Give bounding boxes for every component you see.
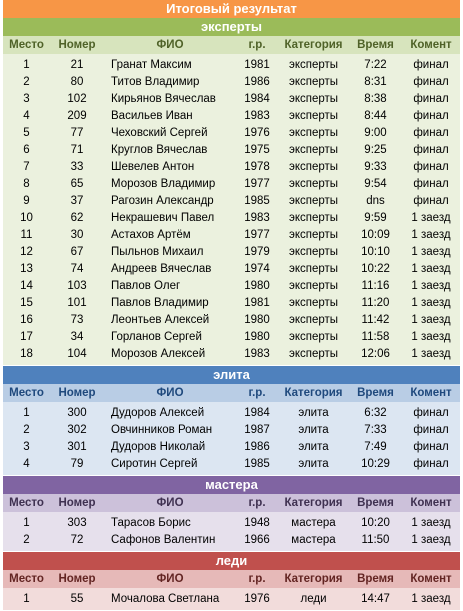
cell-place: 5 <box>23 127 30 139</box>
cell-time: dns <box>366 195 385 207</box>
cell-category: эксперты <box>288 263 339 275</box>
table-row <box>3 57 460 74</box>
header-name: ФИО <box>156 39 184 51</box>
header-place: Место <box>9 39 44 51</box>
section-title: мастера <box>3 476 460 494</box>
cell-place: 18 <box>20 348 33 360</box>
cell-birth-year: 1976 <box>244 593 270 605</box>
cell-time: 7:22 <box>364 59 387 71</box>
header-name: ФИО <box>156 497 184 509</box>
cell-comment: финал <box>413 110 449 122</box>
table-row <box>3 422 460 439</box>
cell-name: Кирьянов Вячеслав <box>111 93 216 105</box>
cell-category: леди <box>300 593 327 605</box>
header-birth-year: г.р. <box>248 573 266 585</box>
cell-place: 7 <box>23 161 30 173</box>
table-body <box>3 588 460 610</box>
cell-birth-year: 1980 <box>244 331 270 343</box>
header-number: Номер <box>58 497 96 509</box>
cell-comment: 1 заезд <box>411 534 451 546</box>
cell-place: 9 <box>23 195 30 207</box>
table-row <box>3 278 460 295</box>
cell-name: Павлов Владимир <box>111 297 209 309</box>
cell-comment: финал <box>413 144 449 156</box>
cell-place: 12 <box>20 246 33 258</box>
cell-birth-year: 1983 <box>244 348 270 360</box>
header-comment: Комент <box>410 497 452 509</box>
header-category: Категория <box>284 573 343 585</box>
cell-name: Дудоров Алексей <box>111 407 205 419</box>
table-body <box>3 512 460 551</box>
cell-number: 34 <box>70 331 84 343</box>
cell-time: 10:10 <box>361 246 390 258</box>
table-row <box>3 91 460 108</box>
cell-birth-year: 1983 <box>244 212 270 224</box>
cell-number: 65 <box>70 178 84 190</box>
header-number: Номер <box>58 573 96 585</box>
cell-place: 4 <box>23 458 30 470</box>
cell-number: 74 <box>70 263 84 275</box>
cell-time: 9:59 <box>364 212 387 224</box>
table-row <box>3 74 460 91</box>
cell-category: эксперты <box>288 280 339 292</box>
section-title: леди <box>3 552 460 570</box>
cell-place: 15 <box>20 297 33 309</box>
cell-number: 302 <box>67 424 87 436</box>
table-row <box>3 227 460 244</box>
cell-place: 11 <box>20 229 33 241</box>
cell-comment: 1 заезд <box>411 348 451 360</box>
cell-category: эксперты <box>288 297 339 309</box>
cell-name: Шевелев Антон <box>111 161 195 173</box>
table-row <box>3 346 460 363</box>
cell-name: Рагозин Александр <box>111 195 214 207</box>
cell-category: эксперты <box>288 161 339 173</box>
cell-name: Дудоров Николай <box>111 441 206 453</box>
cell-time: 10:29 <box>361 458 390 470</box>
header-category: Категория <box>284 39 343 51</box>
cell-comment: 1 заезд <box>411 212 451 224</box>
cell-place: 2 <box>23 534 30 546</box>
cell-birth-year: 1984 <box>244 93 270 105</box>
header-category: Категория <box>284 387 343 399</box>
sections-container <box>3 18 460 611</box>
cell-birth-year: 1984 <box>244 407 270 419</box>
cell-comment: финал <box>413 441 449 453</box>
cell-number: 67 <box>70 246 84 258</box>
table-row <box>3 244 460 261</box>
cell-number: 21 <box>70 59 84 71</box>
cell-time: 11:16 <box>361 280 390 292</box>
cell-name: Леонтьев Алексей <box>111 314 210 326</box>
cell-time: 11:42 <box>361 314 390 326</box>
cell-birth-year: 1966 <box>244 534 270 546</box>
table-row <box>3 456 460 473</box>
cell-birth-year: 1979 <box>244 246 270 258</box>
cell-name: Горланов Сергей <box>111 331 202 343</box>
cell-number: 300 <box>67 407 87 419</box>
cell-category: эксперты <box>288 127 339 139</box>
table-row <box>3 108 460 125</box>
cell-place: 14 <box>20 280 33 292</box>
cell-time: 9:33 <box>364 161 387 173</box>
cell-comment: 1 заезд <box>411 593 451 605</box>
cell-name: Круглов Вячеслав <box>111 144 208 156</box>
cell-time: 6:32 <box>364 407 387 419</box>
header-time: Время <box>357 573 394 585</box>
section-2 <box>3 476 460 552</box>
cell-category: эксперты <box>288 59 339 71</box>
cell-place: 8 <box>23 178 30 190</box>
cell-name: Мочалова Светлана <box>111 593 220 605</box>
cell-birth-year: 1985 <box>244 458 270 470</box>
table-row <box>3 312 460 329</box>
header-comment: Комент <box>410 39 452 51</box>
cell-place: 3 <box>23 441 30 453</box>
header-comment: Комент <box>410 573 452 585</box>
cell-time: 11:20 <box>361 297 390 309</box>
column-header-row <box>3 36 460 54</box>
cell-category: мастера <box>291 534 336 546</box>
cell-birth-year: 1981 <box>244 297 270 309</box>
section-1 <box>3 366 460 476</box>
cell-category: эксперты <box>288 229 339 241</box>
cell-comment: финал <box>413 178 449 190</box>
cell-name: Некрашевич Павел <box>111 212 215 224</box>
cell-place: 2 <box>23 76 30 88</box>
cell-time: 8:31 <box>364 76 387 88</box>
cell-place: 6 <box>23 144 30 156</box>
cell-comment: финал <box>413 127 449 139</box>
cell-birth-year: 1974 <box>244 263 270 275</box>
cell-name: Титов Владимир <box>111 76 200 88</box>
cell-time: 9:25 <box>364 144 387 156</box>
sheet-title: Итоговый результат <box>3 0 460 18</box>
header-time: Время <box>357 387 394 399</box>
cell-category: элита <box>298 424 329 436</box>
cell-name: Сиротин Сергей <box>111 458 198 470</box>
cell-time: 10:20 <box>361 517 390 529</box>
table-row <box>3 439 460 456</box>
header-time: Время <box>357 497 394 509</box>
table-row <box>3 515 460 532</box>
cell-birth-year: 1977 <box>244 178 270 190</box>
cell-category: эксперты <box>288 144 339 156</box>
cell-comment: финал <box>413 195 449 207</box>
cell-name: Пыльнов Михаил <box>111 246 204 258</box>
header-category: Категория <box>284 497 343 509</box>
cell-name: Гранат Максим <box>111 59 192 71</box>
cell-comment: 1 заезд <box>411 229 451 241</box>
table-row <box>3 159 460 176</box>
cell-category: эксперты <box>288 212 339 224</box>
column-header-row <box>3 494 460 512</box>
header-comment: Комент <box>410 387 452 399</box>
cell-place: 10 <box>20 212 33 224</box>
cell-category: эксперты <box>288 314 339 326</box>
table-body <box>3 402 460 475</box>
cell-number: 101 <box>67 297 87 309</box>
cell-time: 14:47 <box>361 593 390 605</box>
cell-comment: финал <box>413 93 449 105</box>
table-row <box>3 125 460 142</box>
cell-place: 1 <box>23 407 30 419</box>
cell-place: 17 <box>20 331 33 343</box>
cell-birth-year: 1986 <box>244 441 270 453</box>
header-number: Номер <box>58 387 96 399</box>
cell-time: 10:22 <box>361 263 390 275</box>
section-3 <box>3 552 460 611</box>
cell-birth-year: 1985 <box>244 195 270 207</box>
section-title: элита <box>3 366 460 384</box>
cell-name: Павлов Олег <box>111 280 181 292</box>
cell-comment: финал <box>413 161 449 173</box>
cell-time: 8:38 <box>364 93 387 105</box>
table-row <box>3 142 460 159</box>
cell-number: 33 <box>70 161 84 173</box>
cell-number: 209 <box>67 110 87 122</box>
cell-comment: 1 заезд <box>411 517 451 529</box>
cell-comment: 1 заезд <box>411 280 451 292</box>
cell-category: эксперты <box>288 331 339 343</box>
cell-name: Васильев Иван <box>111 110 193 122</box>
table-row <box>3 329 460 346</box>
cell-birth-year: 1978 <box>244 161 270 173</box>
cell-place: 1 <box>23 593 30 605</box>
cell-comment: финал <box>413 458 449 470</box>
cell-category: эксперты <box>288 178 339 190</box>
cell-time: 9:00 <box>364 127 387 139</box>
table-row <box>3 295 460 312</box>
cell-name: Морозов Алексей <box>111 348 206 360</box>
cell-comment: финал <box>413 76 449 88</box>
table-row <box>3 532 460 549</box>
column-header-row <box>3 570 460 588</box>
cell-number: 71 <box>70 144 84 156</box>
section-0 <box>3 18 460 366</box>
results-sheet <box>3 0 460 611</box>
cell-category: эксперты <box>288 110 339 122</box>
cell-category: эксперты <box>288 195 339 207</box>
cell-name: Тарасов Борис <box>111 517 191 529</box>
cell-time: 10:09 <box>361 229 390 241</box>
cell-birth-year: 1977 <box>244 229 270 241</box>
cell-number: 37 <box>70 195 84 207</box>
cell-time: 11:50 <box>361 534 390 546</box>
header-birth-year: г.р. <box>248 39 266 51</box>
cell-number: 30 <box>70 229 84 241</box>
cell-category: эксперты <box>288 76 339 88</box>
cell-birth-year: 1976 <box>244 127 270 139</box>
cell-comment: финал <box>413 59 449 71</box>
header-name: ФИО <box>156 387 184 399</box>
cell-place: 16 <box>20 314 33 326</box>
cell-birth-year: 1983 <box>244 110 270 122</box>
cell-number: 103 <box>67 280 87 292</box>
table-body <box>3 54 460 365</box>
cell-name: Сафонов Валентин <box>111 534 216 546</box>
cell-comment: 1 заезд <box>411 263 451 275</box>
cell-name: Чеховский Сергей <box>111 127 208 139</box>
cell-category: элита <box>298 441 329 453</box>
cell-time: 8:44 <box>364 110 387 122</box>
cell-place: 13 <box>20 263 33 275</box>
cell-comment: 1 заезд <box>411 331 451 343</box>
cell-time: 9:54 <box>364 178 387 190</box>
cell-name: Андреев Вячеслав <box>111 263 212 275</box>
cell-birth-year: 1986 <box>244 76 270 88</box>
header-time: Время <box>357 39 394 51</box>
cell-place: 1 <box>23 59 30 71</box>
cell-number: 303 <box>67 517 87 529</box>
cell-birth-year: 1980 <box>244 314 270 326</box>
cell-number: 104 <box>67 348 87 360</box>
cell-number: 80 <box>70 76 84 88</box>
table-row <box>3 261 460 278</box>
column-header-row <box>3 384 460 402</box>
cell-place: 3 <box>23 93 30 105</box>
table-row <box>3 591 460 608</box>
cell-category: эксперты <box>288 93 339 105</box>
cell-number: 301 <box>67 441 87 453</box>
cell-number: 102 <box>67 93 87 105</box>
header-birth-year: г.р. <box>248 497 266 509</box>
cell-name: Морозов Владимир <box>111 178 216 190</box>
cell-birth-year: 1981 <box>244 59 270 71</box>
cell-birth-year: 1975 <box>244 144 270 156</box>
cell-number: 77 <box>70 127 84 139</box>
cell-category: мастера <box>291 517 336 529</box>
cell-number: 79 <box>70 458 84 470</box>
cell-place: 1 <box>23 517 30 529</box>
header-number: Номер <box>58 39 96 51</box>
cell-time: 11:58 <box>361 331 390 343</box>
cell-category: эксперты <box>288 246 339 258</box>
header-name: ФИО <box>156 573 184 585</box>
cell-category: элита <box>298 407 329 419</box>
cell-number: 73 <box>70 314 84 326</box>
cell-birth-year: 1987 <box>244 424 270 436</box>
cell-time: 12:06 <box>361 348 390 360</box>
header-place: Место <box>9 387 44 399</box>
cell-birth-year: 1948 <box>244 517 270 529</box>
cell-time: 7:33 <box>364 424 387 436</box>
header-birth-year: г.р. <box>248 387 266 399</box>
cell-comment: финал <box>413 424 449 436</box>
cell-birth-year: 1980 <box>244 280 270 292</box>
cell-category: эксперты <box>288 348 339 360</box>
cell-comment: финал <box>413 407 449 419</box>
cell-time: 7:49 <box>364 441 387 453</box>
cell-number: 72 <box>70 534 84 546</box>
cell-number: 62 <box>70 212 84 224</box>
cell-place: 2 <box>23 424 30 436</box>
header-place: Место <box>9 497 44 509</box>
cell-name: Астахов Артём <box>111 229 191 241</box>
table-row <box>3 210 460 227</box>
cell-comment: 1 заезд <box>411 314 451 326</box>
table-row <box>3 405 460 422</box>
cell-comment: 1 заезд <box>411 297 451 309</box>
cell-comment: 1 заезд <box>411 246 451 258</box>
cell-name: Овчинников Роман <box>111 424 213 436</box>
header-place: Место <box>9 573 44 585</box>
cell-place: 4 <box>23 110 30 122</box>
table-row <box>3 176 460 193</box>
cell-category: элита <box>298 458 329 470</box>
cell-number: 55 <box>70 593 84 605</box>
section-title: эксперты <box>3 18 460 36</box>
table-row <box>3 193 460 210</box>
